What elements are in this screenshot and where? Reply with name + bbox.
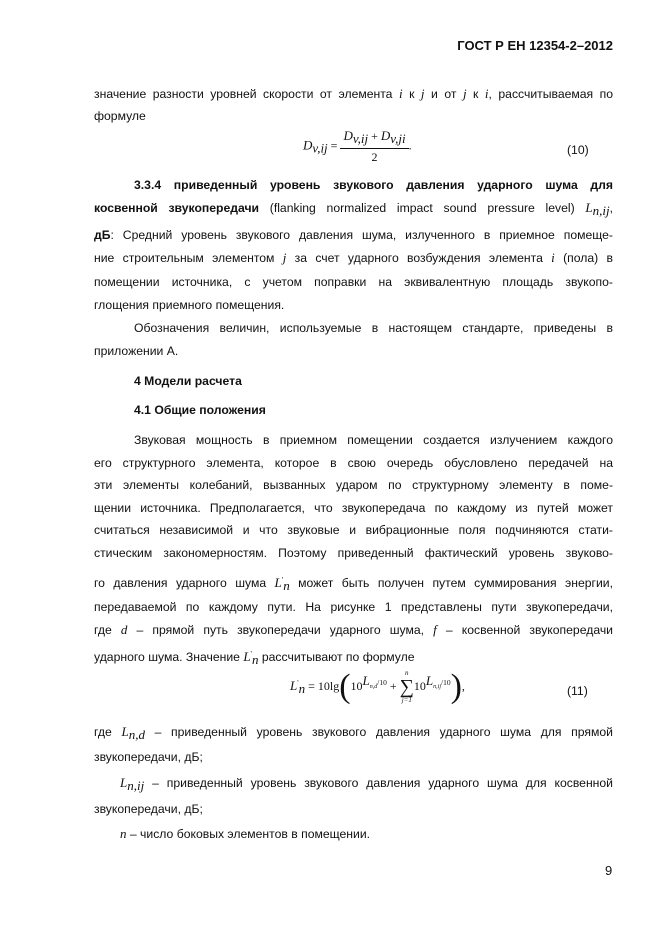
symbol-l: L: [362, 672, 370, 688]
equals-sign: =: [330, 138, 338, 153]
prime: ': [297, 677, 299, 687]
definition-334-line-5: помещении источника, с учетом поправки на эквивалентную площадь звукопо-: [94, 275, 613, 289]
var-f: f: [433, 622, 437, 637]
body-line-5: считаться независимой и что звуковые и вибрационные поля подчиняются стати-: [94, 523, 613, 537]
text: может быть получен путем суммирования энергии,: [289, 576, 614, 591]
var-d: d: [120, 622, 128, 637]
prime: ': [250, 649, 252, 658]
period: .: [408, 138, 412, 153]
formula-11: [290, 668, 465, 706]
var-i: i: [551, 250, 555, 265]
exponent: [425, 672, 451, 690]
definition-334-line-3: [94, 227, 613, 243]
sigma-icon: ∑: [399, 676, 414, 698]
equation-number-11: (11): [567, 684, 588, 698]
plus-sign: +: [389, 678, 397, 693]
symbol-d: D: [303, 137, 313, 153]
var-n: n: [120, 826, 127, 841]
text: к: [402, 87, 421, 101]
coefficient: 10: [317, 678, 330, 693]
divisor: /10: [377, 677, 387, 687]
equals-sign: =: [308, 678, 315, 693]
var-i: i: [398, 86, 403, 101]
exponent: [362, 672, 387, 690]
definition-334-line-4: [94, 250, 613, 266]
symbol-d: D: [380, 128, 391, 143]
definition-334-line-2: [94, 200, 613, 219]
subscript: v,ij: [312, 140, 328, 156]
body-line-7: [94, 572, 613, 594]
subscript: n,ij: [592, 203, 610, 218]
definition-334-line-6: глощения приемного помещения.: [94, 298, 285, 312]
subscript: v,ij: [352, 131, 369, 146]
text: – число боковых элементов в помещении.: [126, 827, 371, 841]
power-base: 10: [350, 678, 363, 693]
comma: ,: [609, 201, 613, 215]
sum-upper-limit: n: [405, 669, 409, 677]
text: и от: [424, 87, 463, 101]
text: ударного шума. Значение: [94, 650, 244, 665]
where-line-4: звукопередачи, дБ;: [94, 802, 203, 816]
unit: дБ: [94, 228, 111, 242]
var-i: i: [484, 86, 489, 101]
symbol-l: L: [274, 575, 282, 591]
right-paren: ): [450, 668, 462, 705]
body-line-2: его структурного элемента, которое в свою очередь обусловлено передачей на: [94, 456, 613, 470]
symbol-l: L: [121, 724, 129, 739]
english-term: (flanking normalized impact sound pressure level): [269, 201, 575, 215]
equation-number-10: (10): [567, 143, 589, 157]
body-line-10: [94, 646, 613, 668]
text: ние строительным элементом: [94, 251, 283, 265]
body-line-3: эти элементы колебаний, вызванных ударом по структурному элементу в поме-: [94, 478, 613, 492]
text: где: [94, 623, 121, 637]
subscript: n: [251, 652, 259, 668]
subscript: v,ji: [390, 131, 406, 146]
intro-line-1: [94, 86, 613, 102]
left-paren: (: [339, 668, 351, 705]
symbol-l: L: [120, 775, 128, 790]
comma: ,: [461, 678, 465, 693]
where-line-3: [120, 775, 613, 794]
var-j: j: [282, 250, 287, 265]
notation-line-1: Обозначения величин, используемые в настоящем стандарте, приведены в: [134, 321, 613, 335]
definition-title: косвенной звукопередачи: [94, 201, 260, 215]
body-line-4: щении источника. Предполагается, что звукопередача по каждому из путей может: [94, 501, 613, 515]
prime: ': [281, 575, 284, 584]
body-line-8: передаваемой по каждому пути. На рисунке 1 представлены пути звукопередачи,: [94, 600, 613, 614]
text: , рассчитываемая по: [488, 87, 614, 101]
subscript: n,d: [369, 683, 378, 690]
text: : Средний уровень звукового давления шума, излученного в приемное помеще-: [110, 228, 613, 242]
plus-sign: +: [371, 129, 378, 143]
subscript: n,d: [128, 727, 145, 742]
notation-line-2: приложении А.: [94, 344, 179, 358]
text: (пола) в: [554, 251, 613, 265]
text: к: [466, 87, 485, 101]
subscript: n,ij: [433, 683, 441, 690]
section-4-heading: [134, 373, 613, 389]
text: – косвенной звукопередачи: [436, 623, 613, 637]
text: го давления ударного шума: [94, 576, 275, 591]
symbol-l: L: [425, 672, 434, 688]
symbol-l: L: [290, 677, 298, 693]
section-title: Модели расчета: [144, 374, 242, 388]
page-number: 9: [605, 863, 613, 878]
where-line-5: [120, 826, 639, 842]
numerator: [340, 128, 408, 149]
body-line-9: [94, 622, 613, 638]
symbol-l: L: [585, 200, 593, 215]
text: рассчитывают по формуле: [258, 650, 415, 665]
text: за счет ударного возбуждения элемента: [286, 251, 552, 265]
subscript: n: [298, 680, 306, 696]
where-line-1: [94, 724, 613, 743]
subscript: n,ij: [127, 778, 145, 793]
subscript: n: [283, 578, 290, 594]
power-base: 10: [413, 678, 426, 693]
text: – прямой путь звукопередачи ударного шума,: [127, 623, 434, 637]
header-standard-code: ГОСТ Р ЕН 12354-2–2012: [457, 38, 613, 53]
section-title: Общие положения: [154, 403, 266, 417]
definition-title: приведенный уровень звукового давления ударного шума для: [173, 178, 613, 192]
text: где: [94, 725, 122, 739]
section-41-heading: [134, 402, 613, 418]
body-line-1: Звуковая мощность в приемном помещении создается излучением каждого: [134, 433, 613, 447]
fraction: [340, 128, 408, 165]
body-line-6: стическим закономерностям. Поэтому приведенный фактический уровень звуково-: [94, 546, 613, 560]
intro-line-2: формуле: [94, 109, 146, 123]
section-number: 4.1: [134, 403, 151, 417]
definition-number: 3.3.4: [134, 178, 162, 192]
text: значение разности уровней скорости от элемента: [94, 87, 399, 101]
symbol-l: L: [243, 649, 251, 665]
var-j: j: [462, 86, 467, 101]
var-j: j: [420, 86, 425, 101]
section-number: 4: [134, 374, 141, 388]
summation: [400, 670, 414, 704]
symbol-d: D: [343, 128, 353, 143]
divisor: /10: [441, 677, 451, 687]
text: – приведенный уровень звукового давления ударного шума для косвенной: [144, 776, 613, 790]
sum-lower-limit: j=1: [401, 696, 412, 704]
where-line-2: звукопередачи, дБ;: [94, 750, 203, 764]
definition-334-line-1: [134, 177, 613, 193]
lg-operator: lg: [329, 678, 340, 693]
formula-10: [303, 128, 412, 165]
denominator: 2: [371, 150, 378, 164]
text: – приведенный уровень звукового давления ударного шума для прямой: [144, 725, 613, 739]
